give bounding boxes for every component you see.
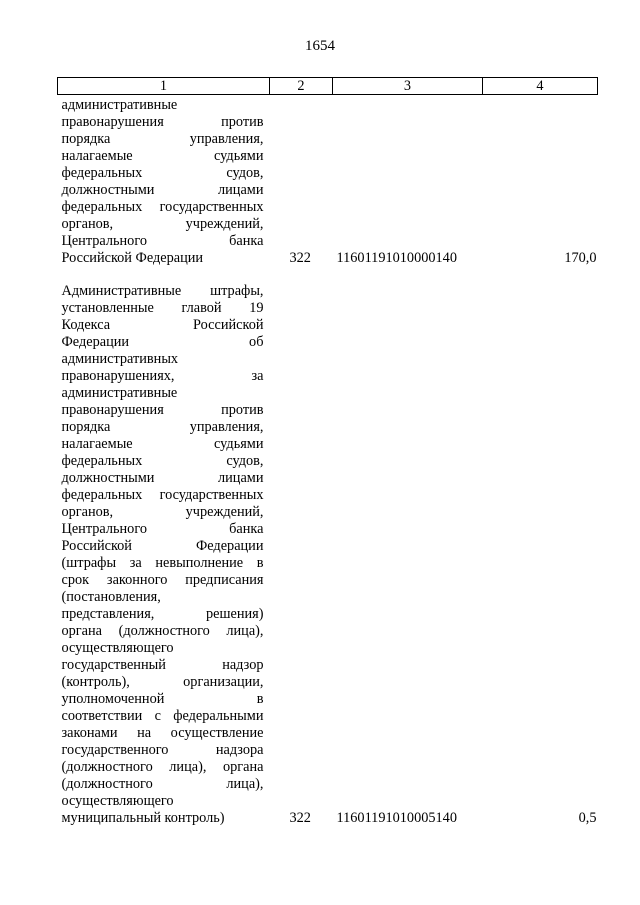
description-line: правонарушения против — [61, 402, 264, 418]
description-line: (штрафы за невыполнение в — [61, 555, 264, 571]
row-amount: 0,5 — [578, 810, 597, 826]
row-income-code: 11601191010005140 — [336, 810, 457, 826]
row-admin-code: 322 — [289, 250, 311, 266]
description-line: должностными лицами — [61, 182, 264, 198]
description-line: федеральных государственных — [61, 487, 264, 503]
table-row — [58, 267, 598, 827]
description-line: порядка управления, — [61, 419, 264, 435]
description-line: государственный надзор — [61, 657, 264, 673]
row-income-code: 11601191010000140 — [336, 250, 457, 266]
description-line: Российской Федерации — [61, 250, 204, 266]
description-line: (должностного лица), — [61, 776, 264, 792]
description-line: административных — [61, 351, 179, 367]
description-line: установленные главой 19 — [61, 300, 264, 316]
description-line: органов, учреждений, — [61, 216, 264, 232]
description-line: органов, учреждений, — [61, 504, 264, 520]
row-description — [58, 95, 270, 268]
description-line: уполномоченной в — [61, 691, 264, 707]
description-line: федеральных государственных — [61, 199, 264, 215]
table-header — [58, 78, 598, 95]
description-line: федеральных судов, — [61, 453, 264, 469]
table-row — [58, 95, 598, 268]
header-col-1: 1 — [58, 78, 270, 95]
description-line: (контроль), организации, — [61, 674, 264, 690]
description-line: федеральных судов, — [61, 165, 264, 181]
description-line: осуществляющего — [61, 793, 174, 809]
description-line: органа (должностного лица), — [61, 623, 264, 639]
description-line: (постановления, — [61, 589, 161, 605]
description-line: правонарушения против — [61, 114, 264, 130]
description-line: налагаемые судьями — [61, 148, 264, 164]
description-line: государственного надзора — [61, 742, 264, 758]
description-line: должностными лицами — [61, 470, 264, 486]
description-line: порядка управления, — [61, 131, 264, 147]
row-admin-code: 322 — [289, 810, 311, 826]
description-line: Федерации об — [61, 334, 264, 350]
description-line: административные — [61, 385, 178, 401]
description-line: осуществляющего — [61, 640, 174, 656]
description-line: законами на осуществление — [61, 725, 264, 741]
row-description — [58, 267, 270, 827]
header-col-2: 2 — [270, 78, 333, 95]
header-row — [58, 78, 598, 95]
description-line: налагаемые судьями — [61, 436, 264, 452]
budget-table — [57, 77, 598, 827]
header-col-3: 3 — [333, 78, 483, 95]
description-line: представления, решения) — [61, 606, 264, 622]
description-line: правонарушениях, за — [61, 368, 264, 384]
description-line: (должностного лица), органа — [61, 759, 264, 775]
description-line: соответствии с федеральными — [61, 708, 264, 724]
page-number: 1654 — [305, 38, 335, 54]
description-line: муниципальный контроль) — [61, 810, 225, 826]
description-line: административные — [61, 97, 178, 113]
description-line: Центрального банка — [61, 521, 264, 537]
description-line: Российской Федерации — [61, 538, 264, 554]
description-line: Административные штрафы, — [61, 283, 264, 299]
description-line: срок законного предписания — [61, 572, 264, 588]
description-line: Центрального банка — [61, 233, 264, 249]
header-col-4: 4 — [483, 78, 598, 95]
description-line: Кодекса Российской — [61, 317, 264, 333]
row-amount: 170,0 — [564, 250, 597, 266]
